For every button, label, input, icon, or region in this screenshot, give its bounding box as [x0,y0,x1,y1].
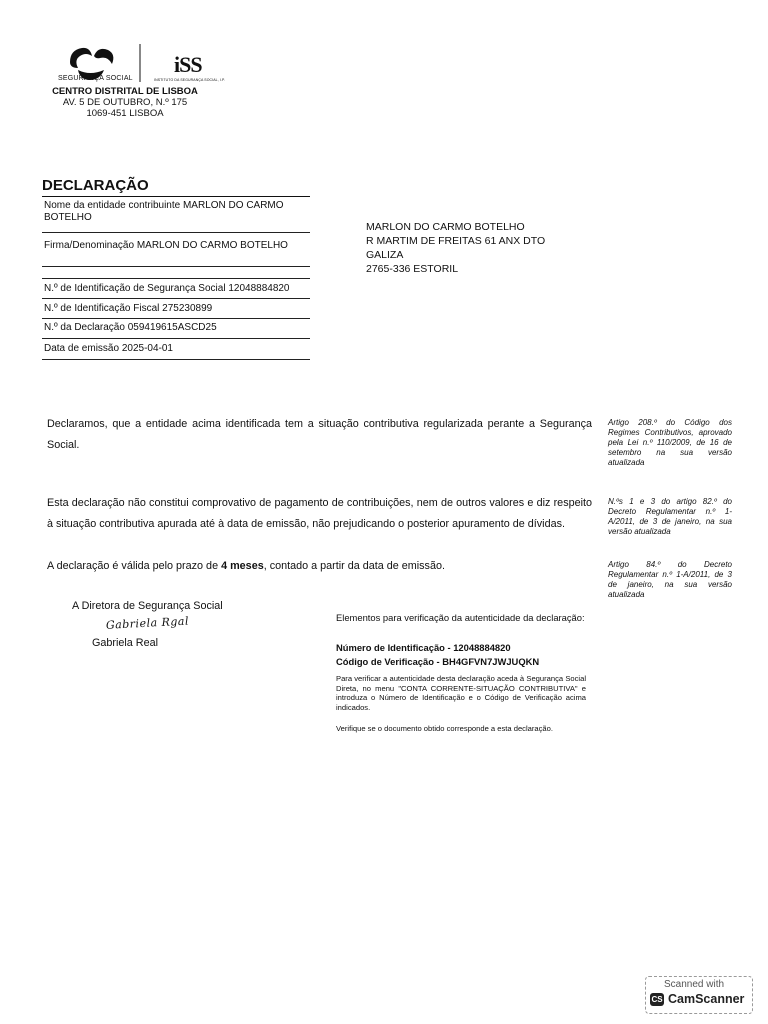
document-title: DECLARAÇÃO [42,177,149,194]
header-address [30,86,220,119]
signatory-name: Gabriela Real [92,637,159,649]
validade-period: 4 meses [221,560,264,572]
field-firma: Firma/Denominação MARLON DO CARMO BOTELHO [44,240,288,251]
divider [42,298,310,299]
camscanner-logo-icon: CS [651,995,663,1004]
divider [42,278,310,279]
recipient-line-3: GALIZA [366,249,404,261]
field-nif: N.º de Identificação Fiscal 275230899 [44,303,213,314]
field-data-emissao: Data de emissão 2025-04-01 [44,343,173,354]
seguranca-social-text: SEGURANÇA SOCIAL [58,75,133,82]
divider [42,266,310,267]
divider [42,232,310,233]
verification-check: Verifique se o documento obtido corresponde a esta declaração. [336,724,553,733]
field-num-declaracao: N.º da Declaração 059419615ASCD25 [44,322,217,333]
side-note-2: N.ºs 1 e 3 do artigo 82.º do Decreto Regulamentar n.º 1-A/2011, de 3 de janeiro, na sua versão atualizada [608,497,732,536]
divider [42,318,310,319]
handwritten-signature: Gabriela Rgal [105,614,190,632]
paragraph-comprovativo: Esta declaração não constitui comprovativo de pagamento de contribuições, nem de outros valores e diz respeito à situação contributiva apurada até à data de emissão, não prejudicando o posterior apuramento de dívidas. [47,497,592,530]
address-line-1: AV. 5 DE OUTUBRO, N.º 175 [62,97,188,108]
recipient-line-1: MARLON DO CARMO BOTELHO [366,221,525,233]
recipient-line-4: 2765-336 ESTORIL [366,263,459,275]
validade-text-c: , contado a partir da data de emissão. [263,560,445,572]
verification-code: Código de Verificação - BH4GFVN7JWJUQKN [336,656,540,667]
title-divider [42,196,310,197]
field-entidade: Nome da entidade contribuinte MARLON DO CARMO BOTELHO [44,200,284,223]
address-line-2: 1069-451 LISBOA [86,108,164,119]
iss-subtitle: INSTITUTO DA SEGURANÇA SOCIAL, I.P. [154,78,226,82]
centro-distrital: CENTRO DISTRITAL DE LISBOA [52,86,198,97]
paragraph-situacao: Declaramos, que a entidade acima identificada tem a situação contributiva regularizada perante a Segurança Social. [47,418,592,451]
divider [42,338,310,339]
iss-logo: iSS [174,52,202,77]
side-note-1: Artigo 208.º do Código dos Regimes Contributivos, aprovado pela Lei n.º 110/2009, de 16 de setembro na sua versão atualizada [608,418,732,467]
camscanner-brand: CamScanner [668,992,745,1006]
divider [42,359,310,360]
side-note-3: Artigo 84.º do Decreto Regulamentar n.º 1-A/2011, de 3 de janeiro, na sua versão atualizada [608,560,732,599]
verification-instructions: Para verificar a autenticidade desta declaração aceda à Segurança Social Direta, no menu "CONTA CORRENTE-SITUAÇÃO CONTRIBUTIVA" e introduza o Número de Identificação e o Código de Verificação acima indicados. [336,674,586,712]
paragraph-validade [47,556,592,577]
field-niss: N.º de Identificação de Segurança Social 12048884820 [44,283,290,294]
signatory-role: A Diretora de Segurança Social [72,600,223,612]
recipient-address [366,220,545,276]
recipient-line-2: R MARTIM DE FREITAS 61 ANX DTO [366,235,546,247]
validade-text-a: A declaração é válida pelo prazo de [47,560,222,572]
camscanner-scanned-with: Scanned with [664,979,725,990]
verification-intro: Elementos para verificação da autenticidade da declaração: [336,612,585,623]
verification-number: Número de Identificação - 12048884820 [336,642,511,653]
